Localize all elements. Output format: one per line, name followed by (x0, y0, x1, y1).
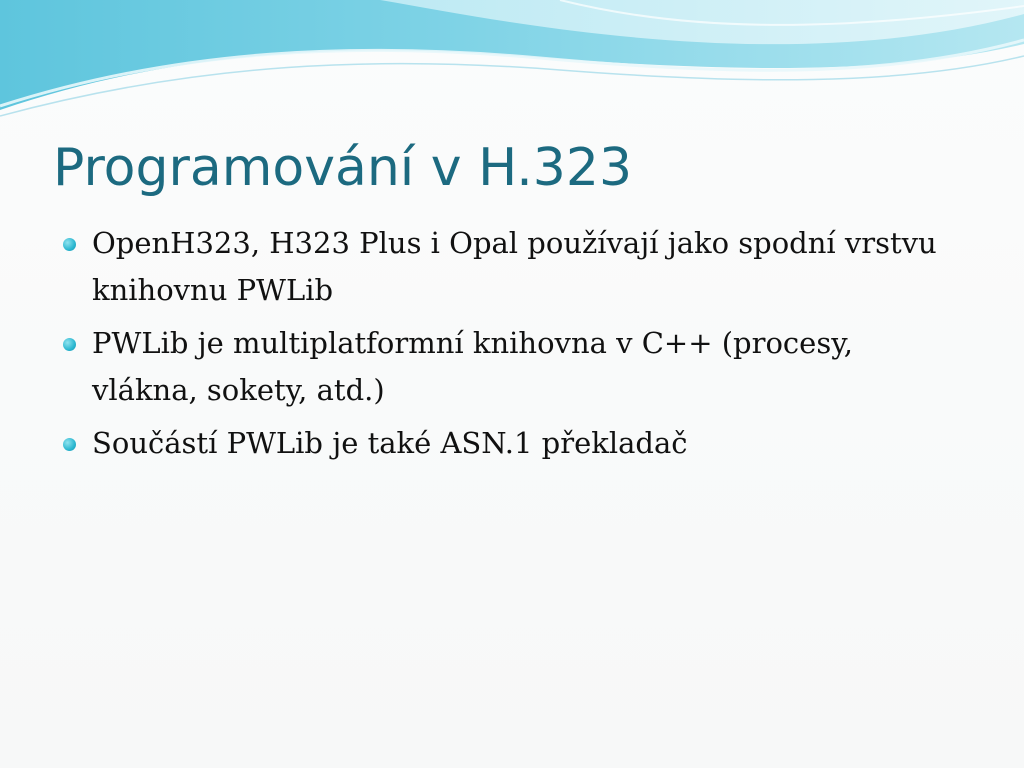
slide-title: Programování v H.323 (53, 138, 633, 198)
bullet-text: Součástí PWLib je také ASN.1 překladač (92, 426, 688, 460)
bullet-dot-icon (63, 338, 76, 351)
bullet-dot-icon (63, 238, 76, 251)
bullet-item (63, 320, 963, 414)
bullet-text: OpenH323, H323 Plus i Opal používají jako spodní vrstvu knihovnu PWLib (92, 226, 937, 307)
bullet-list (63, 220, 963, 473)
bullet-text: PWLib je multiplatformní knihovna v C++ (procesy, vlákna, sokety, atd.) (92, 326, 853, 407)
bullet-item (63, 220, 963, 314)
bullet-item (63, 420, 963, 467)
header-wave-decoration (0, 0, 1024, 130)
bullet-dot-icon (63, 438, 76, 451)
